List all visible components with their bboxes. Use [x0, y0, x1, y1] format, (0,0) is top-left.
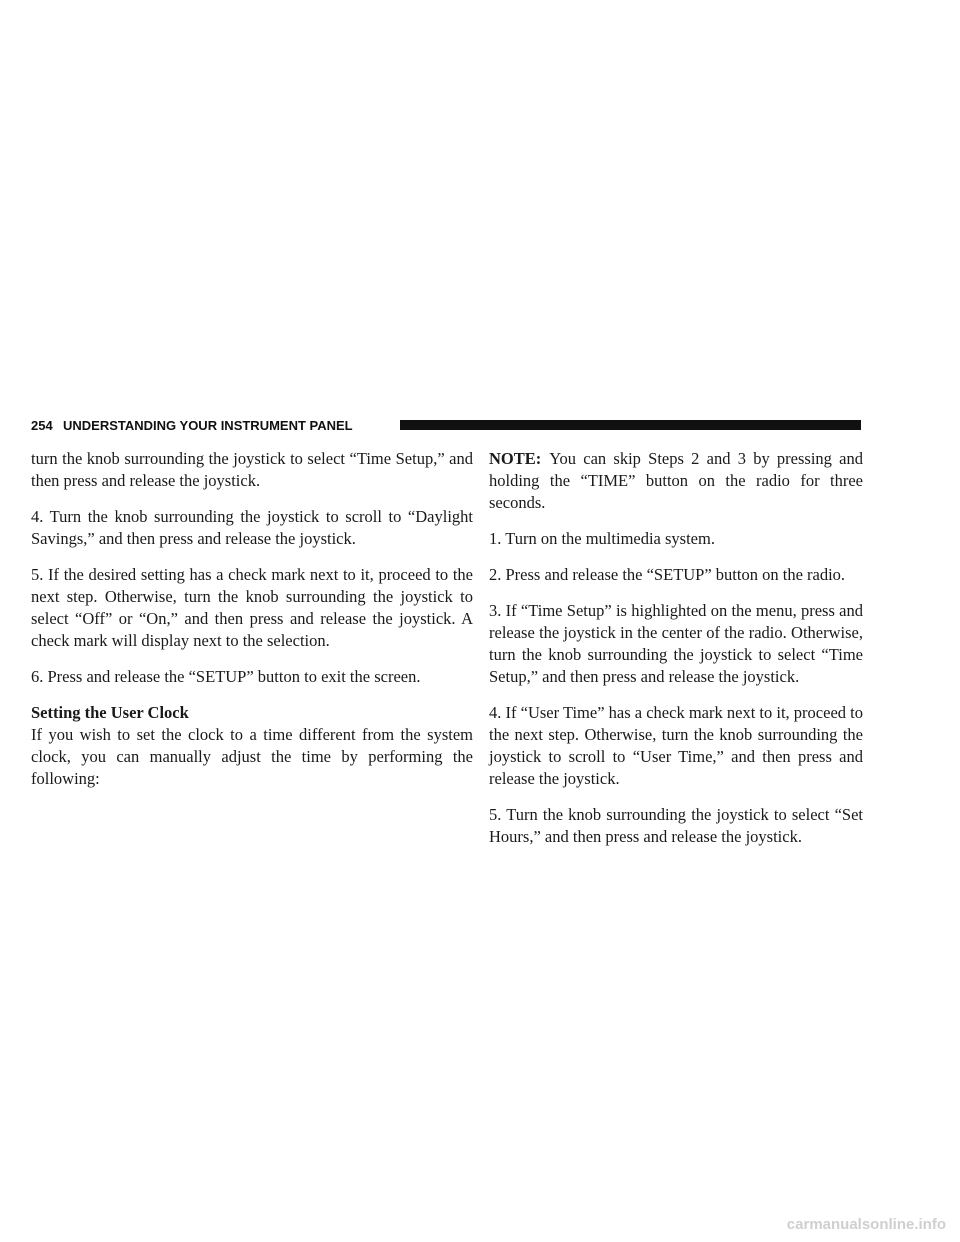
note-label: NOTE:	[489, 449, 542, 468]
note-text: You can skip Steps 2 and 3 by pressing and holding the “TIME” button on the radio for three seconds.	[489, 449, 863, 512]
section-title: UNDERSTANDING YOUR INSTRUMENT PANEL	[63, 418, 353, 433]
step-2: 2. Press and release the “SETUP” button on the radio.	[489, 565, 846, 584]
step-1: 1. Turn on the multimedia system.	[489, 529, 715, 548]
user-clock-heading: Setting the User Clock	[31, 703, 189, 722]
paragraph-continued: turn the knob surrounding the joystick to select “Time Setup,” and then press and release the joystick.	[31, 449, 473, 490]
note-paragraph	[489, 448, 863, 514]
step-4-daylight: 4. Turn the knob surrounding the joystick to scroll to “Daylight Savings,” and then press and release the joystick.	[31, 507, 473, 548]
step-4: 4. If “User Time” has a check mark next to it, proceed to the next step. Otherwise, turn the knob surrounding the joystick to scroll to “User Time,” and then press and release the joystick.	[489, 703, 863, 788]
user-clock-intro: If you wish to set the clock to a time different from the system clock, you can manually adjust the time by performing the following:	[31, 725, 473, 788]
right-column	[489, 448, 863, 862]
page-number: 254	[31, 418, 53, 433]
page-header	[31, 418, 861, 434]
left-column	[31, 448, 473, 790]
step-5: 5. Turn the knob surrounding the joystick to select “Set Hours,” and then press and release the joystick.	[489, 805, 863, 846]
step-3: 3. If “Time Setup” is highlighted on the menu, press and release the joystick in the center of the radio. Otherwise, turn the knob surrounding the joystick to select “Time Setup,” and then press and release the joystick.	[489, 601, 863, 686]
watermark: carmanualsonline.info	[786, 1216, 946, 1233]
header-rule	[400, 420, 861, 430]
step-5-daylight: 5. If the desired setting has a check mark next to it, proceed to the next step. Otherwise, turn the knob surrounding the joystick to select “Off” or “On,” and then press and release the joystick. A check mark will display next to the selection.	[31, 565, 473, 650]
step-6-exit: 6. Press and release the “SETUP” button to exit the screen.	[31, 667, 421, 686]
